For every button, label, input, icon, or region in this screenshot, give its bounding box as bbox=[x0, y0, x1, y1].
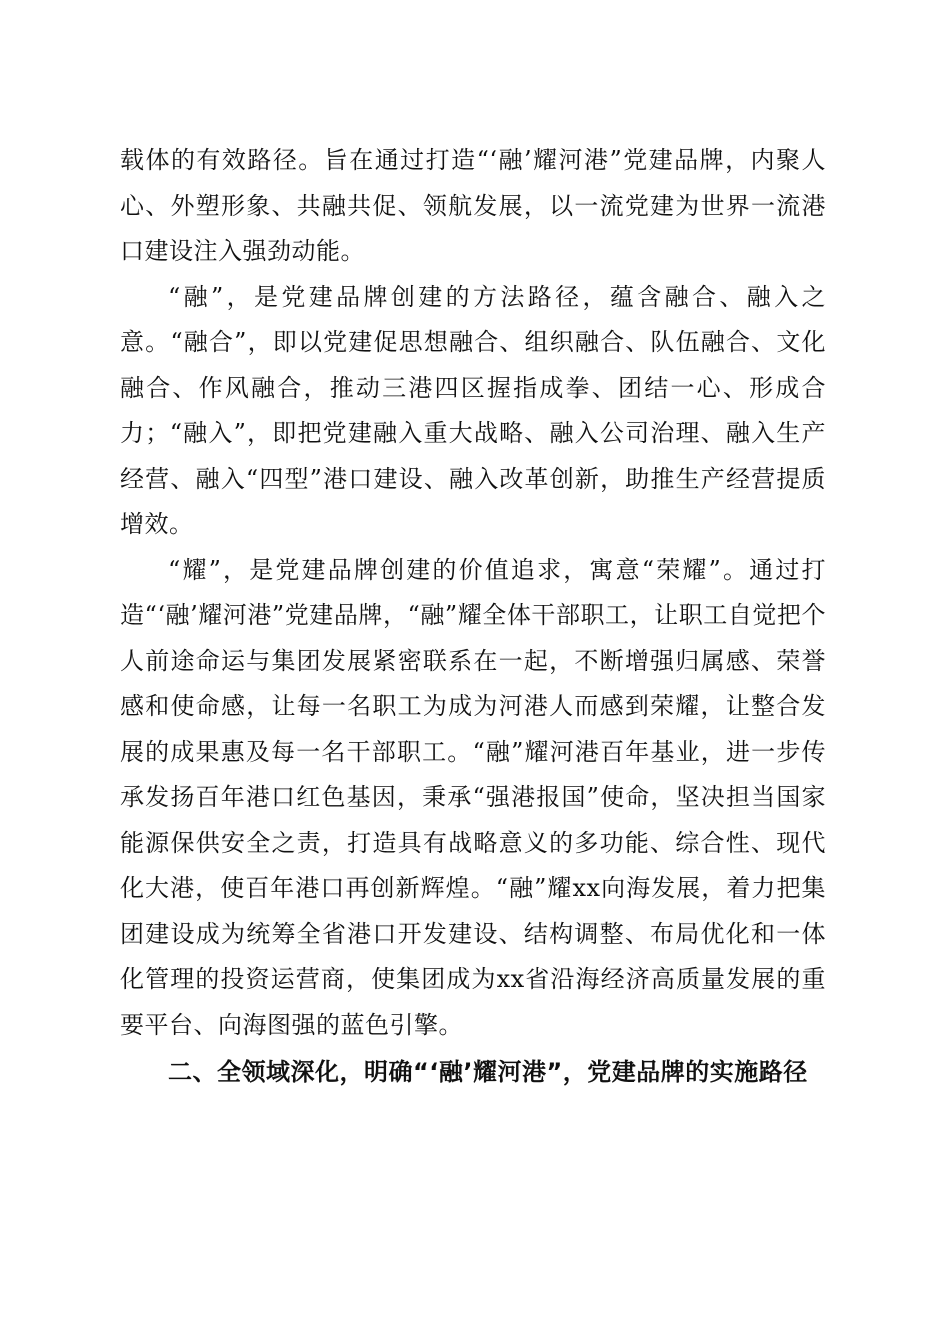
paragraph-continuation: 载体的有效路径。旨在通过打造“‘融’耀河港”党建品牌，内聚人心、外塑形象、共融共促、领航发展，以一流党建为世界一流港口建设注入强劲动能。 bbox=[120, 146, 826, 265]
document-body bbox=[120, 138, 826, 1096]
paragraph-rong: “融”，是党建品牌创建的方法路径，蕴含融合、融入之意。“融合”，即以党建促思想融合、组织融合、队伍融合、文化融合、作风融合，推动三港四区握指成拳、团结一心、形成合力；“融入”，即把党建融入重大战略、融入公司治理、融入生产经营、融入“四型”港口建设、融入改革创新，助推生产经营提质增效。 bbox=[120, 282, 826, 538]
section-heading: 二、全领域深化，明确“‘融’耀河港”，党建品牌的实施路径 bbox=[168, 1058, 808, 1086]
paragraph-yao: “耀”，是党建品牌创建的价值追求，寓意“荣耀”。通过打造“‘融’耀河港”党建品牌，“融”耀全体干部职工，让职工自觉把个人前途命运与集团发展紧密联系在一起，不断增强归属感、荣誉感和使命感，让每一名职工为成为河港人而感到荣耀，让整合发展的成果惠及每一名干部职工。“融”耀河港百年基业，进一步传承发扬百年港口红色基因，秉承“强港报国”使命，坚决担当国家能源保供安全之责，打造具有战略意义的多功能、综合性、现代化大港，使百年港口再创新辉煌。“融”耀xx向海发展，着力把集团建设成为统筹全省港口开发建设、结构调整、布局优化和一体化管理的投资运营商，使集团成为xx省沿海经济高质量发展的重要平台、向海图强的蓝色引擎。 bbox=[120, 555, 826, 1039]
